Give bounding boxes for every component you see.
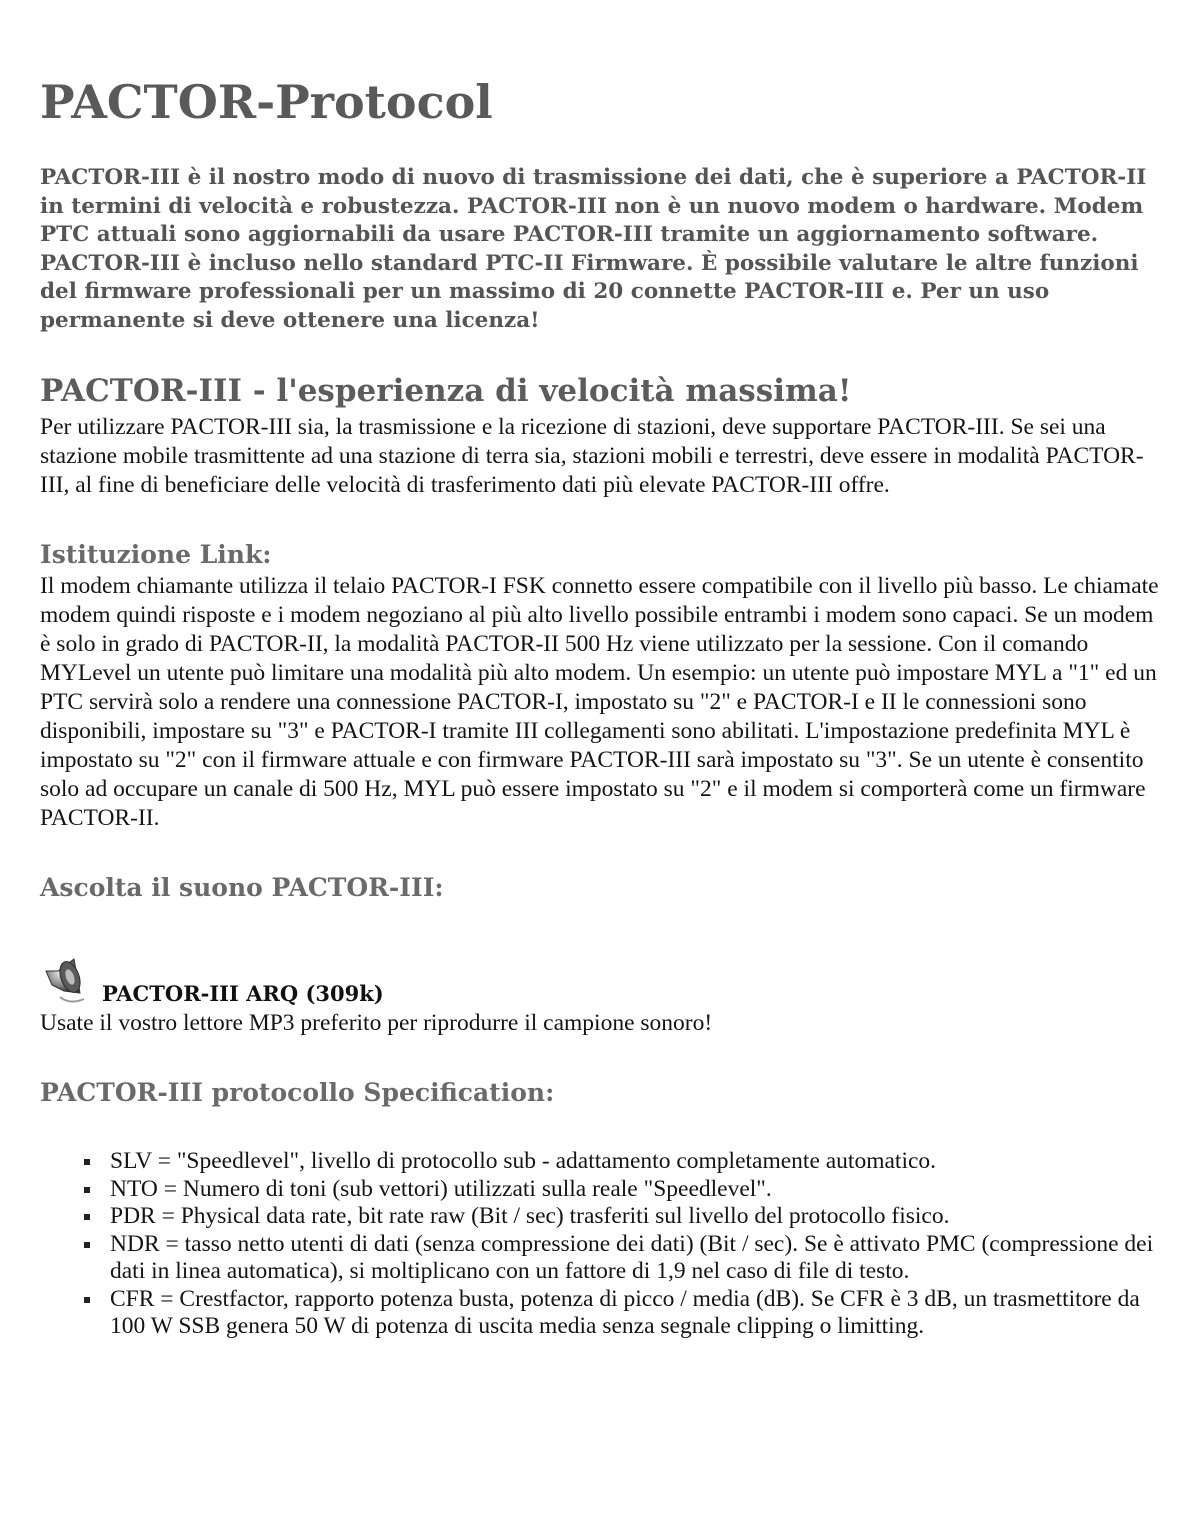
list-item — [110, 1231, 1165, 1286]
bullet-icon — [84, 1159, 90, 1165]
heading-velocita: PACTOR-III - l'esperienza di velocità massima! — [40, 373, 852, 409]
list-item — [110, 1148, 1165, 1176]
bullet-icon — [84, 1297, 90, 1303]
spec-item-slv: SLV = "Speedlevel", livello di protocollo sub - adattamento completamente automatico. — [110, 1148, 937, 1174]
bullet-icon — [84, 1242, 90, 1248]
page-title: PACTOR-Protocol — [40, 75, 493, 129]
spec-item-nto: NTO = Numero di toni (sub vettori) utilizzati sulla reale "Speedlevel". — [110, 1175, 772, 1202]
paragraph-istituzione-link: Il modem chiamante utilizza il telaio PACTOR-I FSK connetto essere compatibile con il livello più basso. Le chiamate modem quindi risposte e i modem negoziano al più alto livello possibile entrambi i modem sono capaci. Se un modem è solo in grado di PACTOR-II, la modalità PACTOR-II 500 Hz viene utilizzato per la sessione. Con il comando MYLevel un utente può limitare una modalità più alto modem. Un esempio: un utente può impostare MYL a "1" ed un PTC servirà solo a rendere una connessione PACTOR-I, impostato su "2" e PACTOR-I e II le connessioni sono disponibili, impostare su "3" e PACTOR-I tramite III collegamenti sono abilitati. L'impostazione predefinita MYL è impostato su "2" con il firmware attuale e con firmware PACTOR-III sarà impostato su "3". Se un utente è consentito solo ad occupare un canale di 500 Hz, MYL può essere impostato su "2" e il modem si comporterà come un firmware PACTOR-II. — [40, 573, 1159, 831]
list-item — [110, 1203, 1165, 1231]
bullet-icon — [84, 1187, 90, 1193]
speaker-icon[interactable] — [40, 953, 96, 1009]
bullet-icon — [84, 1214, 90, 1220]
heading-istituzione-link: Istituzione Link: — [40, 540, 272, 569]
heading-ascolta-suono: Ascolta il suono PACTOR-III: — [40, 873, 444, 902]
heading-protocol-spec: PACTOR-III protocollo Specification: — [40, 1078, 555, 1107]
document-page — [40, 70, 1165, 1341]
paragraph-velocita: Per utilizzare PACTOR-III sia, la trasmissione e la ricezione di stazioni, deve supportare PACTOR-III. Se sei una stazione mobile trasmittente ad una stazione di terra sia, stazioni mobili e terrestri, deve essere in modalità PACTOR-III, al fine di beneficiare delle velocità di trasferimento dati più elevate PACTOR-III offre. — [40, 414, 1144, 498]
spec-item-ndr: NDR = tasso netto utenti di dati (senza compressione dei dati) (Bit / sec). Se è attivato PMC (compressione dei dati in linea automatica), si moltiplicano con un fattore di 1,9 nel caso di file di testo. — [110, 1230, 1154, 1284]
spec-list — [40, 1148, 1165, 1341]
list-item — [110, 1286, 1165, 1341]
spec-item-cfr: CFR = Crestfactor, rapporto potenza busta, potenza di picco / media (dB). Se CFR è 3 dB, un trasmettitore da 100 W SSB genera 50 W di potenza di uscita media senza segnale clipping o limitting. — [110, 1285, 1140, 1339]
spec-item-pdr: PDR = Physical data rate, bit rate raw (Bit / sec) trasferiti sul livello del protocollo fisico. — [110, 1203, 950, 1229]
audio-sample-link[interactable]: PACTOR-III ARQ (309k) — [102, 981, 384, 1006]
intro-paragraph: PACTOR-III è il nostro modo di nuovo di trasmissione dei dati, che è superiore a PACTOR-II in termini di velocità e robustezza. PACTOR-III non è un nuovo modem o hardware. Modem PTC attuali sono aggiornabili da usare PACTOR-III tramite un aggiornamento software. PACTOR-III è incluso nello standard PTC-II Firmware. È possibile valutare le altre funzioni del firmware professionali per un massimo di 20 connette PACTOR-III e. Per un uso permanente si deve ottenere una licenza! — [40, 165, 1147, 333]
paragraph-mp3-hint: Usate il vostro lettore MP3 preferito per riprodurre il campione sonoro! — [40, 1010, 713, 1036]
list-item — [110, 1176, 1165, 1204]
audio-sample-row — [40, 949, 1165, 1009]
